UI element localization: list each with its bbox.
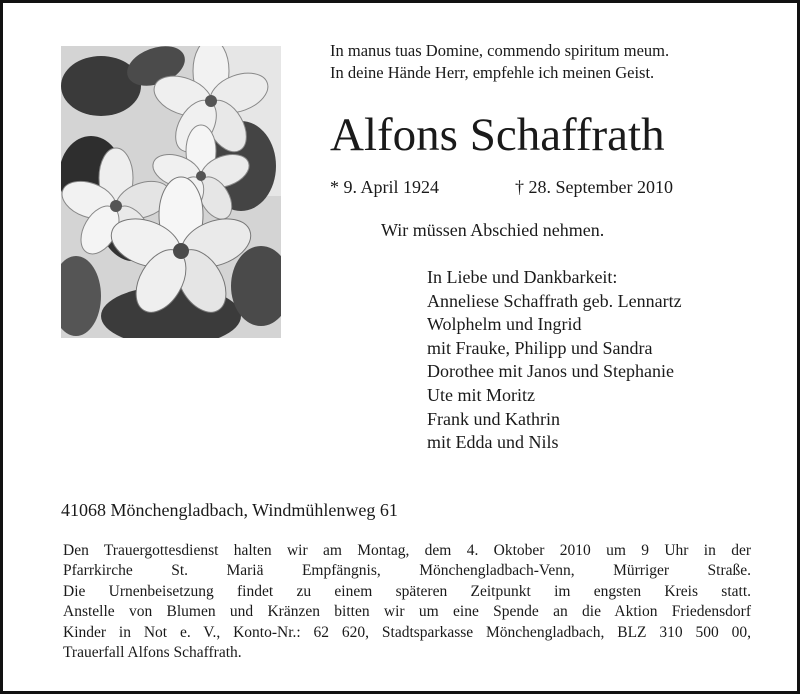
details-line: Trauerfall Alfons Schaffrath. [63, 644, 242, 662]
mourner-line: mit Edda und Nils [427, 432, 559, 453]
mourner-line: mit Frauke, Philipp und Sandra [427, 337, 653, 358]
family-address: 41068 Mönchengladbach, Windmühlenweg 61 [61, 500, 398, 520]
service-details [63, 541, 751, 663]
farewell-line: Wir müssen Abschied nehmen. [381, 220, 605, 240]
mourner-line: Wolphelm und Ingrid [427, 314, 582, 335]
details-line: Kinder in Not e. V., Konto-Nr.: 62 620, Stadtsparkasse Mönchengladbach, BLZ 310 500 00, [63, 623, 751, 641]
details-line: Die Urnenbeisetzung findet zu einem späteren Zeitpunkt im engsten Kreis statt. [63, 582, 751, 600]
motto-latin-line: In manus tuas Domine, commendo spiritum meum. [330, 41, 670, 60]
birth-date: * 9. April 1924 [330, 177, 440, 197]
details-line: Anstelle von Blumen und Kränzen bitten wir um eine Spende an die Aktion Friedensdorf [63, 603, 751, 621]
mourner-line: Ute mit Moritz [427, 384, 535, 405]
hibiscus-flower-image [61, 46, 281, 338]
details-line: Pfarrkirche St. Mariä Empfängnis, Mönchengladbach-Venn, Mürriger Straße. [63, 562, 751, 580]
details-line: Den Trauergottesdienst halten wir am Montag, dem 4. Oktober 2010 um 9 Uhr in der [63, 542, 751, 559]
mourners-heading: In Liebe und Dankbarkeit: [427, 267, 618, 287]
mourner-line: Frank und Kathrin [427, 408, 560, 429]
mourner-line: Dorothee mit Janos und Stephanie [427, 361, 674, 382]
motto-verse [330, 40, 669, 84]
mourner-line: Anneliese Schaffrath geb. Lennartz [427, 290, 682, 311]
deceased-name: Alfons Schaffrath [330, 109, 665, 161]
motto-german-line: In deine Hände Herr, empfehle ich meinen Geist. [330, 63, 655, 82]
mourners-list [427, 266, 682, 455]
hibiscus-flower-photo [61, 46, 281, 338]
death-date: † 28. September 2010 [515, 177, 673, 197]
